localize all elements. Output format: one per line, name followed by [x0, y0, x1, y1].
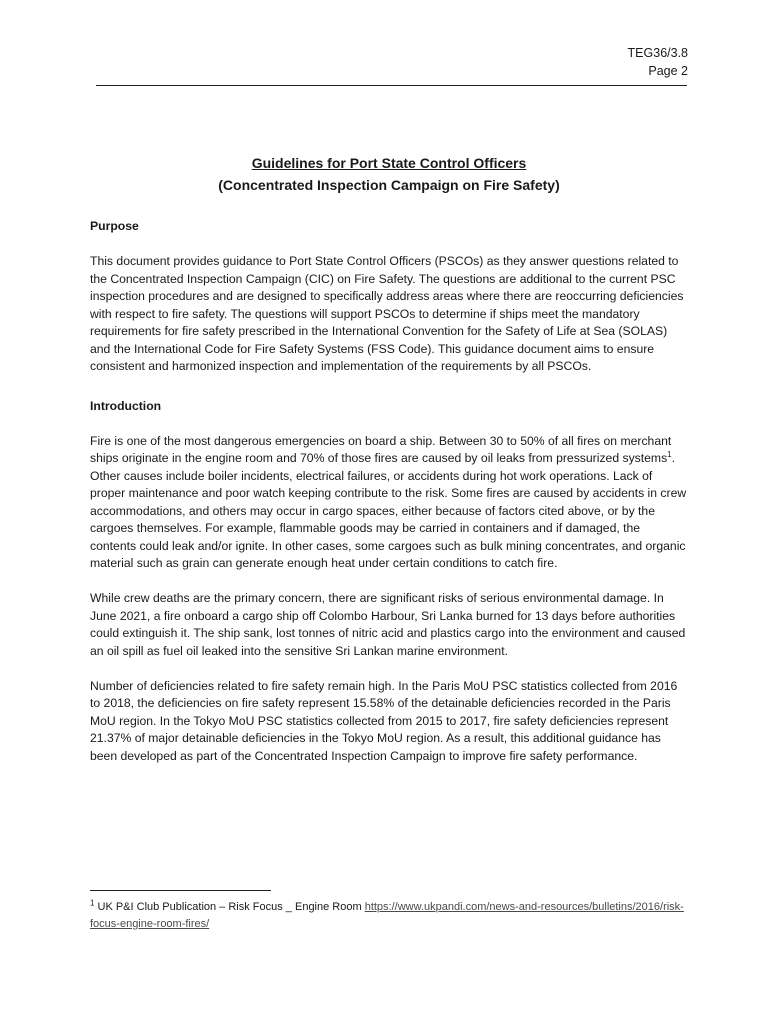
purpose-paragraph: This document provides guidance to Port State Control Officers (PSCOs) as they answer questions related to the Concentrated Inspection Campaign (CIC) on Fire Safety. The questions are additional to the current PSC inspection procedures and are designed to specifically address areas where there are reoccurring deficiencies with respect to fire safety. The questions will support PSCOs to determine if ships meet the mandatory requirements for fire safety prescribed in the International Convention for the Safety of Life at Sea (SOLAS) and the International Code for Fire Safety Systems (FSS Code). This guidance document aims to ensure consistent and harmonized inspection and implementation of the requirements by all PSCOs. — [90, 254, 684, 373]
intro-p1-text-a: Fire is one of the most dangerous emergencies on board a ship. Between 30 to 50% of all fires on merchant ships originate in the engine room and 70% of those fires are caused by oil leaks from pressurized systems — [90, 433, 672, 465]
header-divider — [96, 85, 687, 86]
introduction-heading: Introduction — [90, 398, 162, 413]
document-body — [90, 152, 688, 765]
purpose-heading: Purpose — [90, 219, 139, 233]
footnote-marker: 1 — [90, 898, 95, 908]
document-number: TEG36/3.8 — [627, 46, 688, 60]
introduction-paragraph-1 — [90, 433, 688, 573]
footnote-reference[interactable]: 1 — [667, 449, 672, 459]
footnote-link[interactable]: https://www.ukpandi.com/news-and-resources/bulletins/2016/risk-focus-engine-room-fires/ — [90, 901, 684, 930]
document-reference — [628, 44, 688, 80]
footnote-divider — [90, 890, 271, 891]
footnote — [90, 899, 690, 932]
introduction-paragraph-2: While crew deaths are the primary concern, there are significant risks of serious environmental damage. In June 2021, a fire onboard a cargo ship off Colombo Harbour, Sri Lanka burned for 13 days before authorities could extinguish it. The ship sank, lost tonnes of nitric acid and plastics cargo into the environment and caused an oil spill as fuel oil leaked into the sensitive Sri Lankan marine environment. — [90, 591, 686, 658]
introduction-paragraph-3: Number of deficiencies related to fire safety remain high. In the Paris MoU PSC statistics collected from 2016 to 2018, the deficiencies on fire safety represent 15.58% of the detainable deficiencies recorded in the Paris MoU region. In the Tokyo MoU PSC statistics collected from 2015 to 2017, fire safety deficiencies represent 21.37% of major detainable deficiencies in the Tokyo MoU region. As a result, this additional guidance has been developed as part of the Concentrated Inspection Campaign to improve fire safety performance. — [90, 678, 678, 763]
document-title — [90, 152, 688, 196]
intro-p1-text-b: . Other causes include boiler incidents, electrical failures, or accidents during hot work operations. Lack of proper maintenance and poor watch keeping contribute to the risk. Some fires are caused by accidents in crew accommodations, and others may occur in cargo spaces, either because of factors cited above, or by the cargoes themselves. For example, flammable goods may be carried in containers and if damaged, the contents could leak and/or ignite. In other cases, some cargoes such as bulk mining concentrates, and organic material such as grain can generate enough heat under certain conditions to catch fire. — [90, 451, 687, 570]
title-line-1: Guidelines for Port State Control Officers — [251, 155, 527, 171]
footnote-text: UK P&I Club Publication – Risk Focus _ Engine Room — [94, 901, 365, 913]
title-line-2: (Concentrated Inspection Campaign on Fire Safety) — [218, 177, 560, 193]
page-number: Page 2 — [648, 64, 688, 78]
